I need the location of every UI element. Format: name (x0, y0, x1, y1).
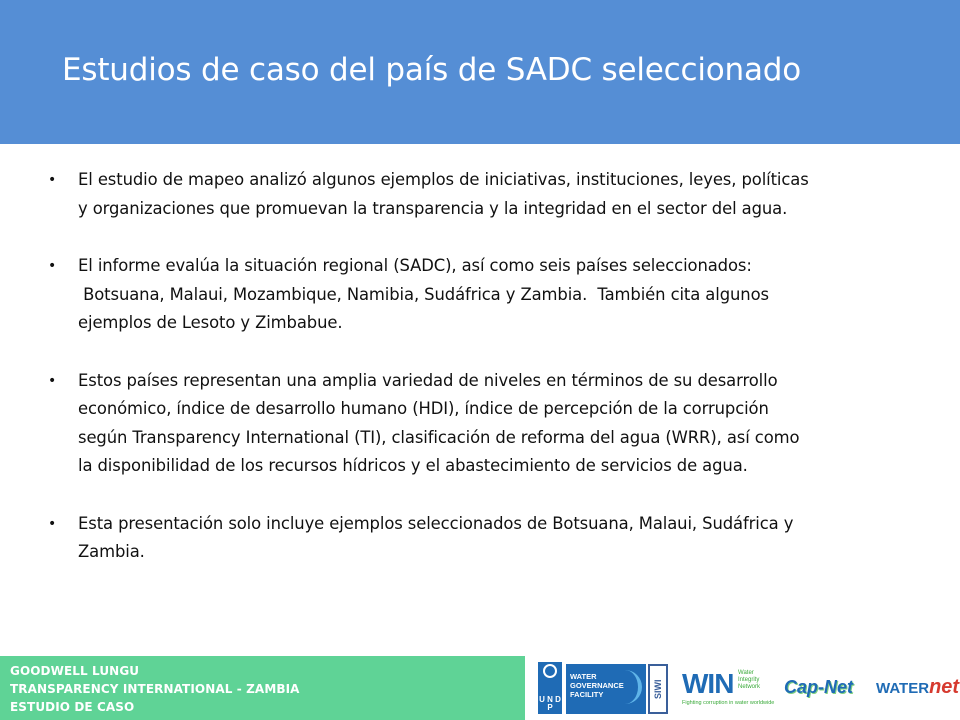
bullet-line: Estos países representan una amplia variedad de niveles en términos de su desarrollo (78, 370, 778, 390)
slide-body (48, 166, 918, 596)
footer-label: ESTUDIO DE CASO (10, 700, 135, 714)
bullet-item (48, 252, 918, 338)
waternet-logo-icon: WATERnet (876, 676, 960, 698)
bullet-dot-icon: • (48, 515, 57, 532)
footer-bar (0, 656, 525, 720)
bullet-line: El estudio de mapeo analizó algunos ejemplos de iniciativas, instituciones, leyes, políticas (78, 170, 809, 189)
bullet-line: la disponibilidad de los recursos hídricos y el abastecimiento de servicios de agua. (78, 456, 748, 475)
win-logo-icon (682, 668, 775, 708)
bullet-item (48, 367, 918, 481)
footer-author: GOODWELL LUNGU (10, 664, 140, 678)
bullet-line: económico, índice de desarrollo humano (HDI), índice de percepción de la corrupción (78, 399, 769, 418)
bullet-line: ejemplos de Lesoto y Zimbabue. (78, 313, 343, 332)
partner-logos (538, 660, 958, 716)
win-wordmark: WIN (682, 668, 734, 699)
slide-title: Estudios de caso del país de SADC seleccionado (62, 52, 802, 88)
bullet-dot-icon: • (48, 258, 57, 274)
title-bar (0, 0, 960, 144)
water-governance-facility-logo-icon (566, 664, 646, 714)
wave-icon (618, 670, 642, 704)
win-tagline: Fighting corruption in water worldwide (682, 700, 775, 706)
bullet-line: y organizaciones que promuevan la transparencia y la integridad en el sector del agua. (78, 198, 788, 218)
undp-letters: U N D P (539, 695, 561, 712)
bullet-item (48, 166, 918, 223)
bullet-line: Esta presentación solo incluye ejemplos seleccionados de Botsuana, Malaui, Sudáfrica y (78, 513, 794, 533)
bullet-line: según Transparency International (TI), clasificación de reforma del agua (WRR), así como (78, 427, 800, 447)
footer-organization: TRANSPARENCY INTERNATIONAL - ZAMBIA (10, 682, 300, 696)
bullet-line: Botsuana, Malaui, Mozambique, Namibia, Sudáfrica y Zambia. También cita algunos (78, 284, 769, 304)
bullet-line: Zambia. (78, 542, 145, 561)
bullet-line: El informe evalúa la situación regional (SADC), así como seis países seleccionados: (78, 256, 752, 275)
siwi-logo-icon: SIWI (648, 664, 668, 714)
footer-credits (10, 662, 300, 716)
un-globe-icon (543, 664, 557, 678)
win-network-text: Water Integrity Network (738, 670, 761, 690)
bullet-dot-icon: • (48, 372, 57, 389)
bullet-dot-icon: • (48, 172, 57, 188)
cap-net-logo-icon: Cap-Net (784, 677, 854, 697)
undp-logo-icon (538, 662, 562, 714)
bullet-item (48, 510, 918, 567)
wgf-text: WATER GOVERNANCE FACILITY (570, 672, 624, 699)
